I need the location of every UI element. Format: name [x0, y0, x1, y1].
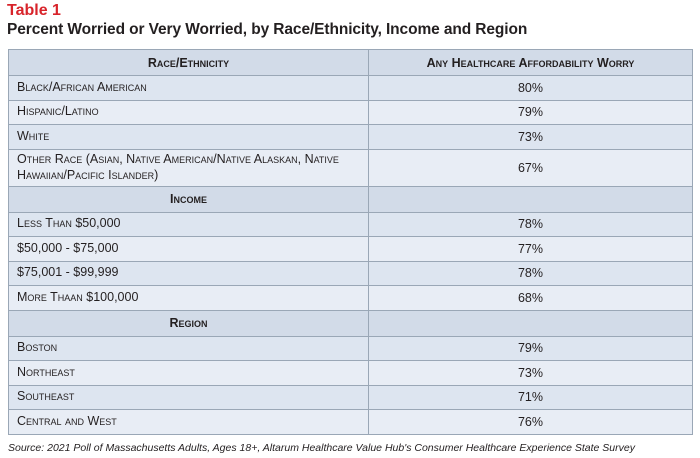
table-row — [9, 100, 693, 125]
table-row — [9, 336, 693, 361]
column-header-value: Any Healthcare Affordability Worry — [369, 50, 693, 76]
table-row — [9, 361, 693, 386]
table-row — [9, 286, 693, 311]
section-row-region — [9, 310, 693, 336]
row-label: $50,000 - $75,000 — [9, 237, 369, 262]
column-header-group: Race/Ethnicity — [9, 50, 369, 76]
row-value: 73% — [369, 125, 693, 150]
section-label-region: Region — [9, 310, 369, 336]
section-empty-cell — [369, 310, 693, 336]
row-value: 77% — [369, 237, 693, 262]
table-label: Table 1 — [7, 2, 61, 19]
section-label-income: Income — [9, 186, 369, 212]
row-value: 73% — [369, 361, 693, 386]
row-label: White — [9, 125, 369, 150]
section-empty-cell — [369, 186, 693, 212]
row-label: Black/African American — [9, 76, 369, 101]
row-value: 71% — [369, 385, 693, 410]
row-value: 79% — [369, 336, 693, 361]
table-row — [9, 237, 693, 262]
table-row — [9, 76, 693, 101]
row-label: Central and West — [9, 410, 369, 435]
row-label: $75,001 - $99,999 — [9, 261, 369, 286]
table-title: Percent Worried or Very Worried, by Race/Ethnicity, Income and Region — [7, 21, 528, 38]
row-label: More Thaan $100,000 — [9, 286, 369, 311]
row-label: Less Than $50,000 — [9, 212, 369, 237]
row-label: Hispanic/Latino — [9, 100, 369, 125]
row-value: 68% — [369, 286, 693, 311]
row-label: Other Race (Asian, Native American/Native Alaskan, Native Hawaiian/Pacific Islander) — [9, 149, 369, 186]
section-row-income — [9, 186, 693, 212]
source-note: Source: 2021 Poll of Massachusetts Adults, Ages 18+, Altarum Healthcare Value Hub's Consumer Healthcare Experience State Survey — [8, 442, 635, 454]
table-row — [9, 125, 693, 150]
row-label: Southeast — [9, 385, 369, 410]
row-value: 76% — [369, 410, 693, 435]
table-row — [9, 261, 693, 286]
table-row — [9, 410, 693, 435]
row-value: 67% — [369, 149, 693, 186]
row-value: 78% — [369, 261, 693, 286]
row-value: 79% — [369, 100, 693, 125]
table-row — [9, 212, 693, 237]
row-label: Northeast — [9, 361, 369, 386]
data-table — [8, 49, 693, 435]
row-value: 80% — [369, 76, 693, 101]
row-value: 78% — [369, 212, 693, 237]
table-row — [9, 149, 693, 186]
header-row — [9, 50, 693, 76]
table-row — [9, 385, 693, 410]
row-label: Boston — [9, 336, 369, 361]
